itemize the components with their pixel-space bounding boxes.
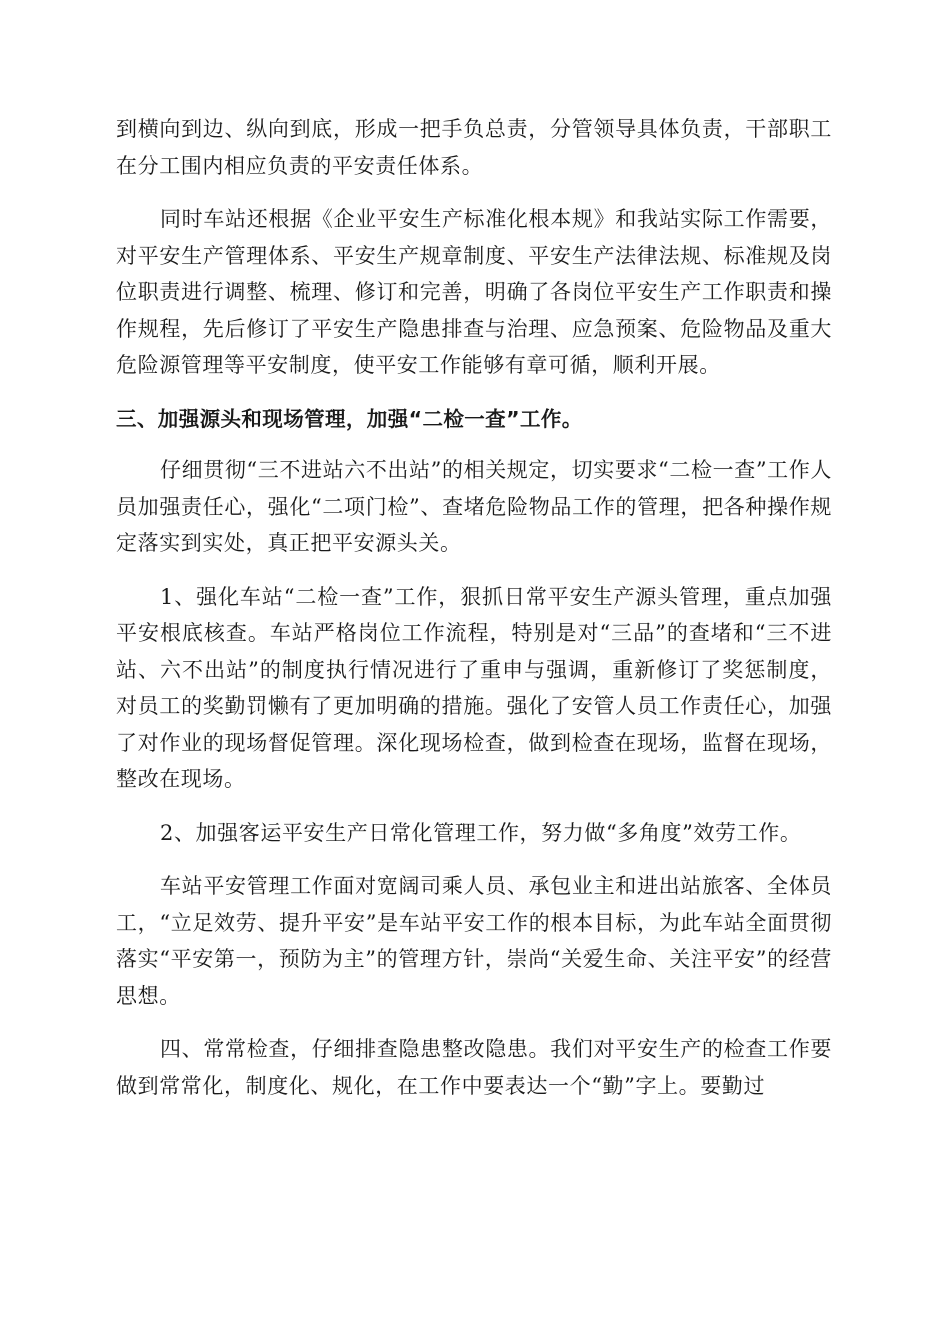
section-heading-3: 三、加强源头和现场管理，加强“二检一查”工作。 bbox=[116, 406, 583, 431]
paragraph-source-control: 仔细贯彻“三不进站六不出站”的相关规定，切实要求“二检一查”工作人员加强责任心，强化“二项门检”、查堵危险物品工作的管理，把各种操作规定落实到实处，真正把平安源头关。 bbox=[116, 458, 832, 555]
paragraph-item-2: 2、加强客运平安生产日常化管理工作，努力做“多角度”效劳工作。 bbox=[160, 820, 802, 845]
paragraph-standardization: 同时车站还根据《企业平安生产标准化根本规》和我站实际工作需要，对平安生产管理体系、平安生产规章制度、平安生产法律法规、标准规及岗位职责进行调整、梳理、修订和完善，明确了各岗位平安生产工作职责和操作规程，先后修订了平安生产隐患排查与治理、应急预案、危险物品及重大危险源管理等平安制度，使平安工作能够有章可循，顺利开展。 bbox=[116, 207, 832, 377]
document-body bbox=[116, 111, 832, 1121]
paragraph-responsibility-system: 到横向到边、纵向到底，形成一把手负总责，分管领导具体负责，干部职工在分工围内相应负责的平安责任体系。 bbox=[116, 117, 832, 178]
paragraph-section-4: 四、常常检查，仔细排查隐患整改隐患。我们对平安生产的检查工作要做到常常化，制度化、规化，在工作中要表达一个“勤”字上。要勤过 bbox=[116, 1037, 832, 1098]
paragraph-item-1: 1、强化车站“二检一查”工作，狠抓日常平安生产源头管理，重点加强平安根底核查。车站严格岗位工作流程，特别是对“三品”的查堵和“三不进站、六不出站”的制度执行情况进行了重申与强调，重新修订了奖惩制度，对员工的奖勤罚懒有了更加明确的措施。强化了安管人员工作责任心，加强了对作业的现场督促管理。深化现场检查，做到检查在现场，监督在现场，整改在现场。 bbox=[116, 584, 832, 791]
paragraph-service-goal: 车站平安管理工作面对宽阔司乘人员、承包业主和进出站旅客、全体员工，“立足效劳、提升平安”是车站平安工作的根本目标，为此车站全面贯彻落实“平安第一，预防为主”的管理方针，崇尚“关爱生命、关注平安”的经营思想。 bbox=[116, 874, 832, 1008]
